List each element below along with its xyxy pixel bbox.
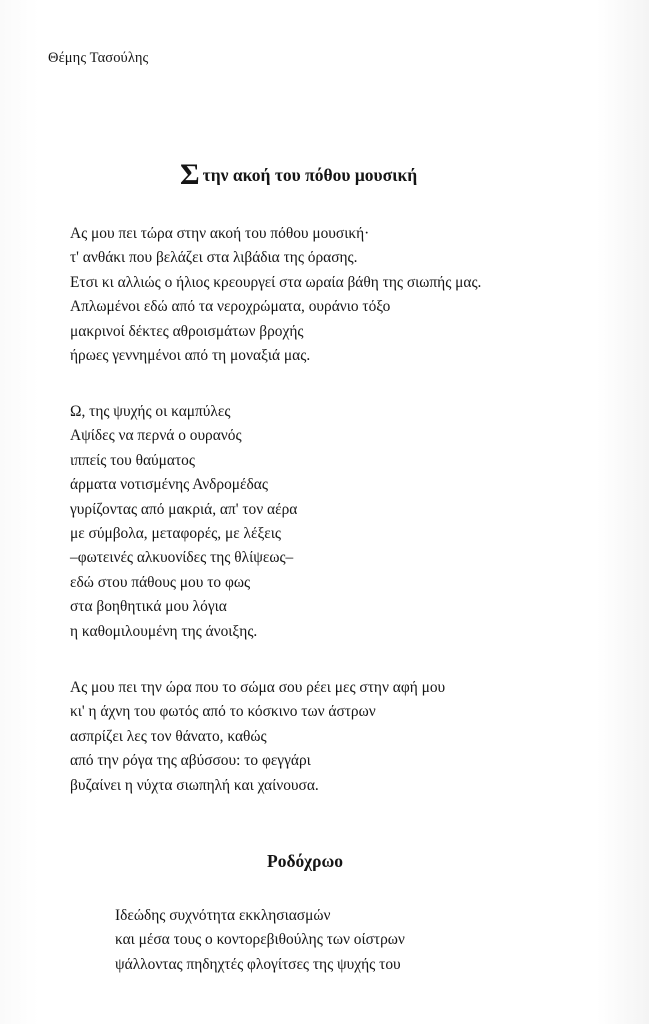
- verse-line: Ας μου πει την ώρα που το σώμα σου ρέει μες στην αφή μου: [70, 679, 446, 696]
- poem-title: [180, 160, 417, 190]
- verse-line: ήρωες γεννημένοι από τη μοναξιά μας.: [70, 347, 311, 365]
- decorative-initial: Σ: [180, 158, 200, 191]
- verse-line: με σύμβολα, μεταφορές, με λέξεις: [70, 525, 281, 543]
- verse-line: Αψίδες να περνά ο ουρανός: [70, 427, 242, 445]
- verse-line: Ετσι κι αλλιώς ο ήλιος κρεουργεί στα ωραία βάθη της σιωπής μας.: [70, 273, 482, 291]
- verse-line: η καθομιλουμένη της άνοιξης.: [70, 622, 258, 640]
- verse-line: Ω, της ψυχής οι καμπύλες: [70, 403, 231, 420]
- poem2-stanza: [115, 904, 405, 977]
- verse-line: Ιδεώδης συχνότητα εκκλησιασμών: [115, 907, 331, 924]
- verse-line: τ' ανθάκι που βελάζει στα λιβάδια της όρασης.: [70, 249, 358, 267]
- verse-line: Ας μου πει τώρα στην ακοή του πόθου μουσική·: [70, 225, 370, 242]
- verse-line: και μέσα τους ο κοντορεβιθούλης των οίστρων: [115, 931, 405, 949]
- author-running-head: Θέμης Τασούλης: [48, 50, 149, 66]
- stanza-1: [70, 222, 481, 368]
- verse-line: στα βοηθητικά μου λόγια: [70, 598, 227, 616]
- verse-line: Απλωμένοι εδώ από τα νεροχρώματα, ουράνιο τόξο: [70, 298, 391, 316]
- verse-line: βυζαίνει η νύχτα σιωπηλή και χαίνουσα.: [70, 776, 319, 794]
- verse-line: άρματα νοτισμένης Ανδρομέδας: [70, 476, 268, 494]
- poem2-title: Ροδόχρωο: [267, 851, 344, 871]
- verse-line: μακρινοί δέκτες αθροισμάτων βροχής: [70, 322, 304, 340]
- verse-line: εδώ στου πάθους μου το φως: [70, 573, 251, 591]
- poem-title-text: την ακοή του πόθου μουσική: [202, 165, 418, 185]
- stanza-3: [70, 676, 445, 798]
- verse-line: ασπρίζει λες τον θάνατο, καθώς: [70, 727, 267, 745]
- stanza-2: [70, 400, 297, 644]
- verse-line: από την ρόγα της αβύσσου: το φεγγάρι: [70, 752, 311, 770]
- verse-line: γυρίζοντας από μακριά, απ' τον αέρα: [70, 500, 298, 518]
- verse-line: –φωτεινές αλκυονίδες της θλίψεως–: [70, 549, 294, 567]
- verse-line: κι' η άχνη του φωτός από το κόσκινο των άστρων: [70, 703, 376, 721]
- verse-line: ιππείς του θαύματος: [70, 451, 195, 469]
- verse-line: ψάλλοντας πηδηχτές φλογίτσες της ψυχής του: [115, 955, 401, 973]
